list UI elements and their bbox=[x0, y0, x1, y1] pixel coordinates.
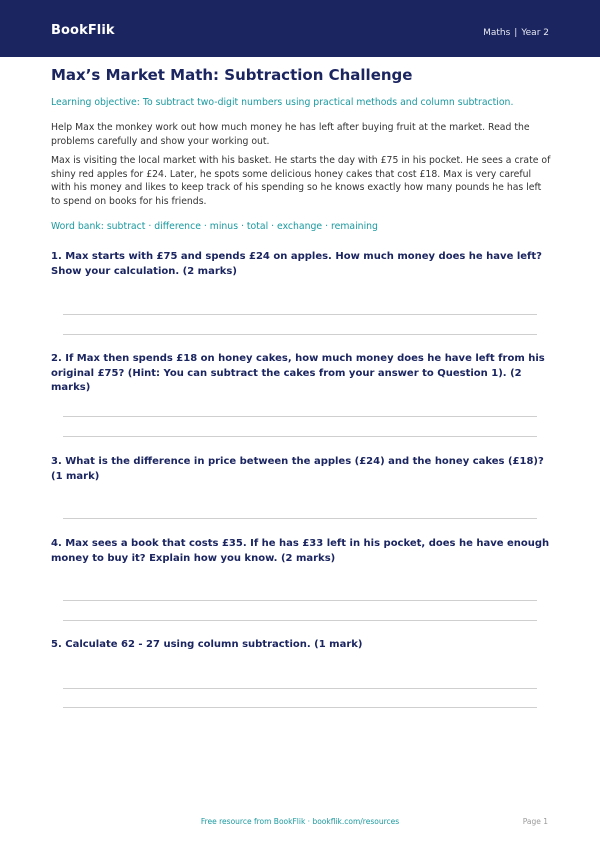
answer-line[interactable] bbox=[63, 436, 537, 437]
question-2: 2. If Max then spends £18 on honey cakes, how much money does he have left from his original £75? (Hint: You can subtract the cakes from your answer to Question 1). (2 marks) bbox=[51, 353, 545, 393]
learning-objective: Learning objective: To subtract two-digit numbers using practical methods and column subtraction. bbox=[51, 97, 514, 108]
header-meta bbox=[483, 28, 549, 38]
question-3: 3. What is the difference in price between the apples (£24) and the honey cakes (£18)? (1 mark) bbox=[51, 456, 544, 482]
question-5: 5. Calculate 62 - 27 using column subtraction. (1 mark) bbox=[51, 639, 363, 650]
question-4: 4. Max sees a book that costs £35. If he has £33 left in his pocket, does he have enough money to buy it? Explain how you know. (2 marks) bbox=[51, 538, 550, 564]
story-paragraph: Max is visiting the local market with his basket. He starts the day with £75 in his pocket. He sees a crate of shiny red apples for £24. Later, he spots some delicious honey cakes that cost £18. Max is very careful with his money and likes to keep track of his spending so he knows exactly how many pounds he has left to spend on books for his friends. bbox=[51, 155, 551, 207]
question-1: 1. Max starts with £75 and spends £24 on apples. How much money does he have left? Show your calculation. (2 marks) bbox=[51, 251, 542, 277]
page-number: Page 1 bbox=[522, 817, 548, 826]
meta-separator: | bbox=[514, 28, 518, 38]
answer-line[interactable] bbox=[63, 688, 537, 689]
answer-line[interactable] bbox=[63, 314, 537, 315]
page-header bbox=[0, 0, 600, 57]
answer-line[interactable] bbox=[63, 518, 537, 519]
answer-line[interactable] bbox=[63, 620, 537, 621]
footer-credit[interactable]: Free resource from BookFlik · bookflik.com/resources bbox=[200, 817, 400, 826]
answer-line[interactable] bbox=[63, 707, 537, 708]
year-label: Year 2 bbox=[521, 28, 549, 38]
answer-line[interactable] bbox=[63, 600, 537, 601]
word-bank: Word bank: subtract · difference · minus · total · exchange · remaining bbox=[51, 221, 378, 232]
answer-line[interactable] bbox=[63, 334, 537, 335]
subject-label: Maths bbox=[483, 28, 511, 38]
worksheet-title: Max’s Market Math: Subtraction Challenge bbox=[51, 66, 413, 84]
answer-line[interactable] bbox=[63, 416, 537, 417]
intro-paragraph: Help Max the monkey work out how much money he has left after buying fruit at the market. Read the problems carefully and show your working out. bbox=[51, 122, 530, 147]
brand-logo-text[interactable]: BookFlik bbox=[51, 23, 115, 38]
